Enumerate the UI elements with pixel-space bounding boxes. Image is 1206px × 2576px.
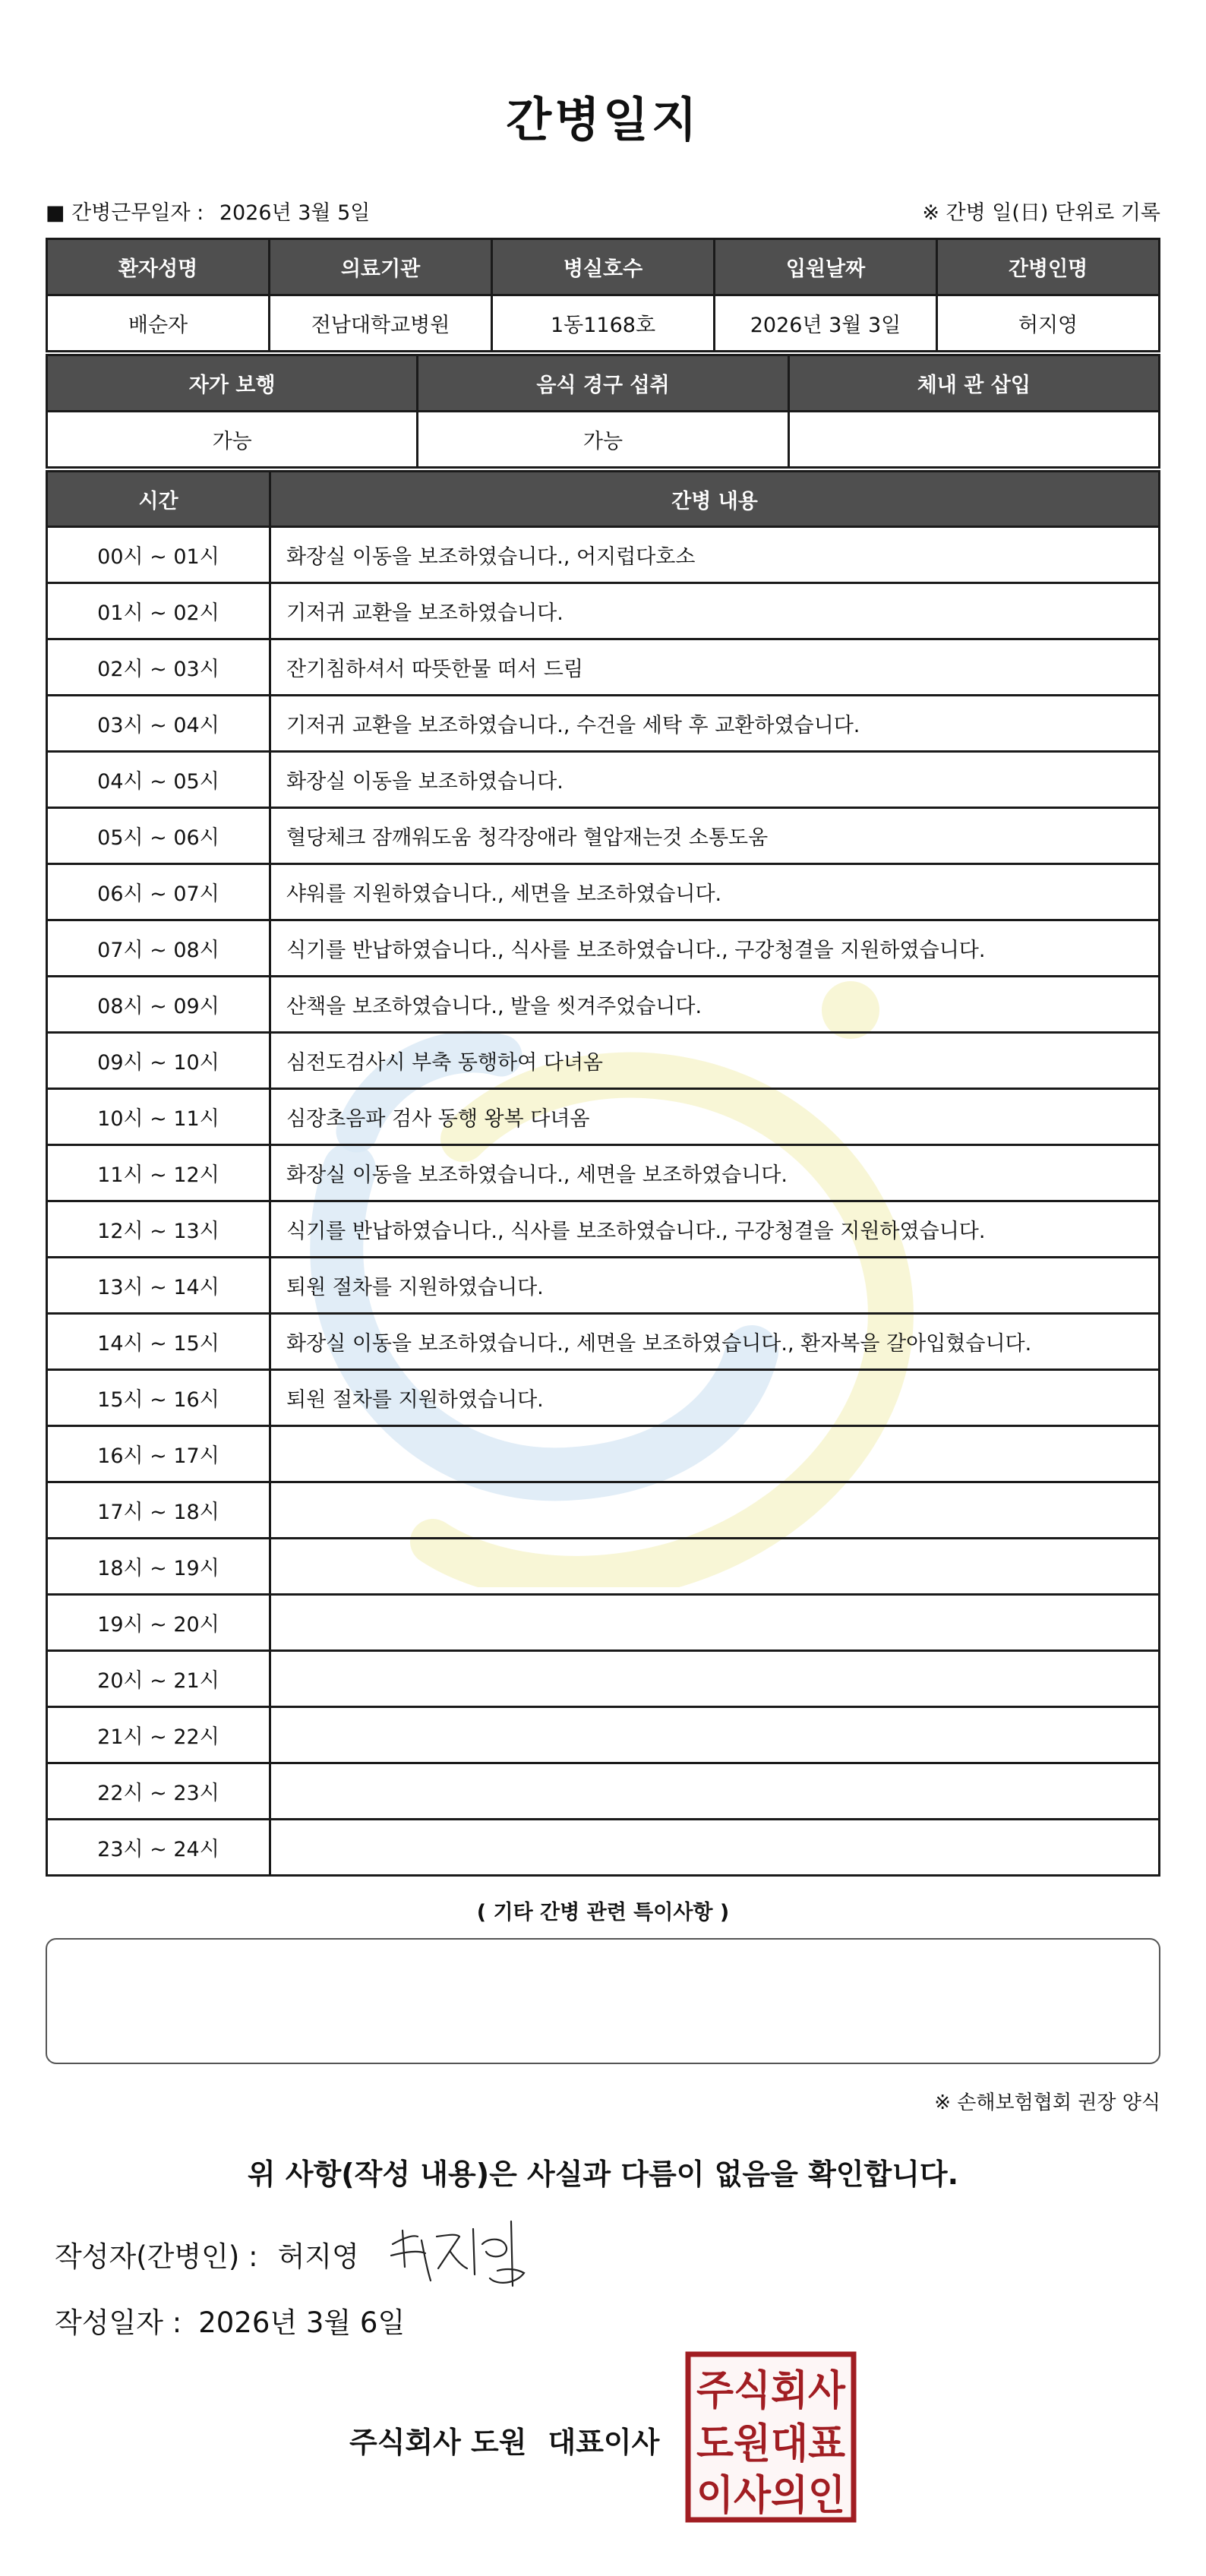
care-content-cell bbox=[270, 1651, 1160, 1707]
care-content-cell bbox=[270, 1763, 1160, 1820]
care-content-cell bbox=[270, 1820, 1160, 1876]
care-log-row bbox=[47, 1033, 1160, 1089]
care-time-cell: 22시 ~ 23시 bbox=[47, 1763, 270, 1820]
seal-line-1: 주식회사 bbox=[696, 2366, 846, 2414]
recommend-note: ※ 손해보험협회 권장 양식 bbox=[934, 2091, 1160, 2114]
care-time-cell: 05시 ~ 06시 bbox=[47, 808, 270, 864]
care-time-cell: 07시 ~ 08시 bbox=[47, 920, 270, 977]
patient-name: 배순자 bbox=[47, 295, 270, 352]
care-content-cell: 심전도검사시 부축 동행하여 다녀옴 bbox=[270, 1033, 1160, 1089]
care-log-row bbox=[47, 808, 1160, 864]
write-date-line bbox=[55, 2300, 405, 2341]
company-name: 주식회사 도원 bbox=[349, 2426, 527, 2459]
care-time-cell: 20시 ~ 21시 bbox=[47, 1651, 270, 1707]
write-date-value: 2026년 3월 6일 bbox=[198, 2306, 406, 2339]
caregiver-name: 허지영 bbox=[937, 295, 1160, 352]
care-time-cell: 15시 ~ 16시 bbox=[47, 1370, 270, 1426]
header-tube-insertion: 체내 관 삽입 bbox=[788, 355, 1159, 412]
care-content-cell bbox=[270, 1539, 1160, 1595]
care-log-row bbox=[47, 1820, 1160, 1876]
care-time-cell: 13시 ~ 14시 bbox=[47, 1258, 270, 1314]
confirm-statement: 위 사항(작성 내용)은 사실과 다름이 없음을 확인합니다. bbox=[247, 2158, 959, 2191]
care-log-row bbox=[47, 1370, 1160, 1426]
work-date-value: 2026년 3월 5일 bbox=[219, 201, 371, 225]
care-time-cell: 04시 ~ 05시 bbox=[47, 752, 270, 808]
care-log-row bbox=[47, 1089, 1160, 1145]
writer-name: 허지영 bbox=[277, 2240, 359, 2273]
care-time-cell: 19시 ~ 20시 bbox=[47, 1595, 270, 1651]
seal-line-2: 도원대표 bbox=[696, 2420, 845, 2467]
care-log-row bbox=[47, 977, 1160, 1033]
care-log-row bbox=[47, 1651, 1160, 1707]
care-log-row bbox=[47, 1707, 1160, 1763]
care-log-row bbox=[47, 920, 1160, 977]
care-time-cell: 16시 ~ 17시 bbox=[47, 1426, 270, 1482]
notes-box bbox=[46, 1938, 1160, 2064]
header-admission-date: 입원날짜 bbox=[715, 239, 937, 295]
notes-title: ( 기타 간병 관련 특이사항 ) bbox=[476, 1901, 730, 1924]
room-number: 1동1168호 bbox=[492, 295, 715, 352]
care-time-cell: 11시 ~ 12시 bbox=[47, 1145, 270, 1201]
care-time-cell: 17시 ~ 18시 bbox=[47, 1482, 270, 1539]
header-self-walking: 자가 보행 bbox=[47, 355, 418, 412]
care-time-cell: 02시 ~ 03시 bbox=[47, 639, 270, 696]
work-date-label: ■ 간병근무일자 : bbox=[46, 201, 204, 225]
company-title: 대표이사 bbox=[548, 2426, 660, 2459]
header-oral-intake: 음식 경구 섭취 bbox=[418, 355, 788, 412]
care-log-row bbox=[47, 752, 1160, 808]
care-time-cell: 09시 ~ 10시 bbox=[47, 1033, 270, 1089]
care-content-cell bbox=[270, 1707, 1160, 1763]
care-time-cell: 08시 ~ 09시 bbox=[47, 977, 270, 1033]
hospital-name: 전남대학교병원 bbox=[270, 295, 492, 352]
care-time-cell: 14시 ~ 15시 bbox=[47, 1314, 270, 1370]
care-content-cell: 산책을 보조하였습니다., 발을 씻겨주었습니다. bbox=[270, 977, 1160, 1033]
patient-ability-table bbox=[46, 354, 1160, 469]
care-log-row bbox=[47, 1539, 1160, 1595]
care-content-cell: 화장실 이동을 보조하였습니다., 세면을 보조하였습니다. bbox=[270, 1145, 1160, 1201]
care-content-cell: 심장초음파 검사 동행 왕복 다녀옴 bbox=[270, 1089, 1160, 1145]
care-log-row bbox=[47, 1763, 1160, 1820]
self-walking-value: 가능 bbox=[47, 412, 418, 468]
care-time-cell: 18시 ~ 19시 bbox=[47, 1539, 270, 1595]
care-log-row bbox=[47, 1482, 1160, 1539]
care-content-cell bbox=[270, 1482, 1160, 1539]
care-content-cell: 화장실 이동을 보조하였습니다., 어지럽다호소 bbox=[270, 527, 1160, 583]
care-content-cell bbox=[270, 1595, 1160, 1651]
care-log-row bbox=[47, 864, 1160, 920]
care-content-cell: 화장실 이동을 보조하였습니다., 세면을 보조하였습니다., 환자복을 갈아입혔습니다. bbox=[270, 1314, 1160, 1370]
patient-info-table bbox=[46, 238, 1160, 352]
seal-line-3: 이사의인 bbox=[696, 2471, 845, 2519]
care-log-table bbox=[46, 470, 1160, 1877]
care-content-cell: 기저귀 교환을 보조하였습니다. bbox=[270, 583, 1160, 639]
care-time-cell: 21시 ~ 22시 bbox=[47, 1707, 270, 1763]
care-content-cell: 혈당체크 잠깨워도움 청각장애라 혈압재는것 소통도움 bbox=[270, 808, 1160, 864]
header-patient-name: 환자성명 bbox=[47, 239, 270, 295]
handwritten-signature bbox=[384, 2214, 535, 2290]
header-time: 시간 bbox=[47, 472, 270, 527]
care-log-row bbox=[47, 1595, 1160, 1651]
care-time-cell: 06시 ~ 07시 bbox=[47, 864, 270, 920]
header-caregiver-name: 간병인명 bbox=[937, 239, 1160, 295]
care-time-cell: 00시 ~ 01시 bbox=[47, 527, 270, 583]
care-log-row bbox=[47, 696, 1160, 752]
care-content-cell: 식기를 반납하였습니다., 식사를 보조하였습니다., 구강청결을 지원하였습니다. bbox=[270, 920, 1160, 977]
care-content-cell bbox=[270, 1426, 1160, 1482]
care-log-row bbox=[47, 1258, 1160, 1314]
unit-note: ※ 간병 일(日) 단위로 기록 bbox=[922, 201, 1160, 225]
care-content-cell: 기저귀 교환을 보조하였습니다., 수건을 세탁 후 교환하였습니다. bbox=[270, 696, 1160, 752]
care-log-row bbox=[47, 1314, 1160, 1370]
care-content-cell: 잔기침하셔서 따뜻한물 떠서 드림 bbox=[270, 639, 1160, 696]
write-date-label: 작성일자 : bbox=[55, 2306, 182, 2339]
header-care-content: 간병 내용 bbox=[270, 472, 1160, 527]
writer-label: 작성자(간병인) : bbox=[55, 2240, 258, 2273]
tube-insertion-value bbox=[788, 412, 1159, 468]
care-time-cell: 03시 ~ 04시 bbox=[47, 696, 270, 752]
care-content-cell: 샤워를 지원하였습니다., 세면을 보조하였습니다. bbox=[270, 864, 1160, 920]
care-time-cell: 01시 ~ 02시 bbox=[47, 583, 270, 639]
company-line bbox=[349, 2419, 659, 2461]
care-log-row bbox=[47, 527, 1160, 583]
care-content-cell: 퇴원 절차를 지원하였습니다. bbox=[270, 1258, 1160, 1314]
care-log-row bbox=[47, 1201, 1160, 1258]
care-log-row bbox=[47, 1145, 1160, 1201]
care-content-cell: 퇴원 절차를 지원하였습니다. bbox=[270, 1370, 1160, 1426]
care-log-row bbox=[47, 639, 1160, 696]
care-log-row bbox=[47, 1426, 1160, 1482]
writer-line bbox=[55, 2233, 359, 2275]
admission-date: 2026년 3월 3일 bbox=[715, 295, 937, 352]
care-time-cell: 10시 ~ 11시 bbox=[47, 1089, 270, 1145]
header-hospital: 의료기관 bbox=[270, 239, 492, 295]
company-seal-stamp bbox=[685, 2351, 857, 2523]
header-room: 병실호수 bbox=[492, 239, 715, 295]
care-time-cell: 12시 ~ 13시 bbox=[47, 1201, 270, 1258]
work-date-line bbox=[46, 196, 370, 226]
oral-intake-value: 가능 bbox=[418, 412, 788, 468]
care-time-cell: 23시 ~ 24시 bbox=[47, 1820, 270, 1876]
care-content-cell: 식기를 반납하였습니다., 식사를 보조하였습니다., 구강청결을 지원하였습니다. bbox=[270, 1201, 1160, 1258]
care-content-cell: 화장실 이동을 보조하였습니다. bbox=[270, 752, 1160, 808]
care-log-row bbox=[47, 583, 1160, 639]
page-title: 간병일지 bbox=[506, 92, 700, 147]
